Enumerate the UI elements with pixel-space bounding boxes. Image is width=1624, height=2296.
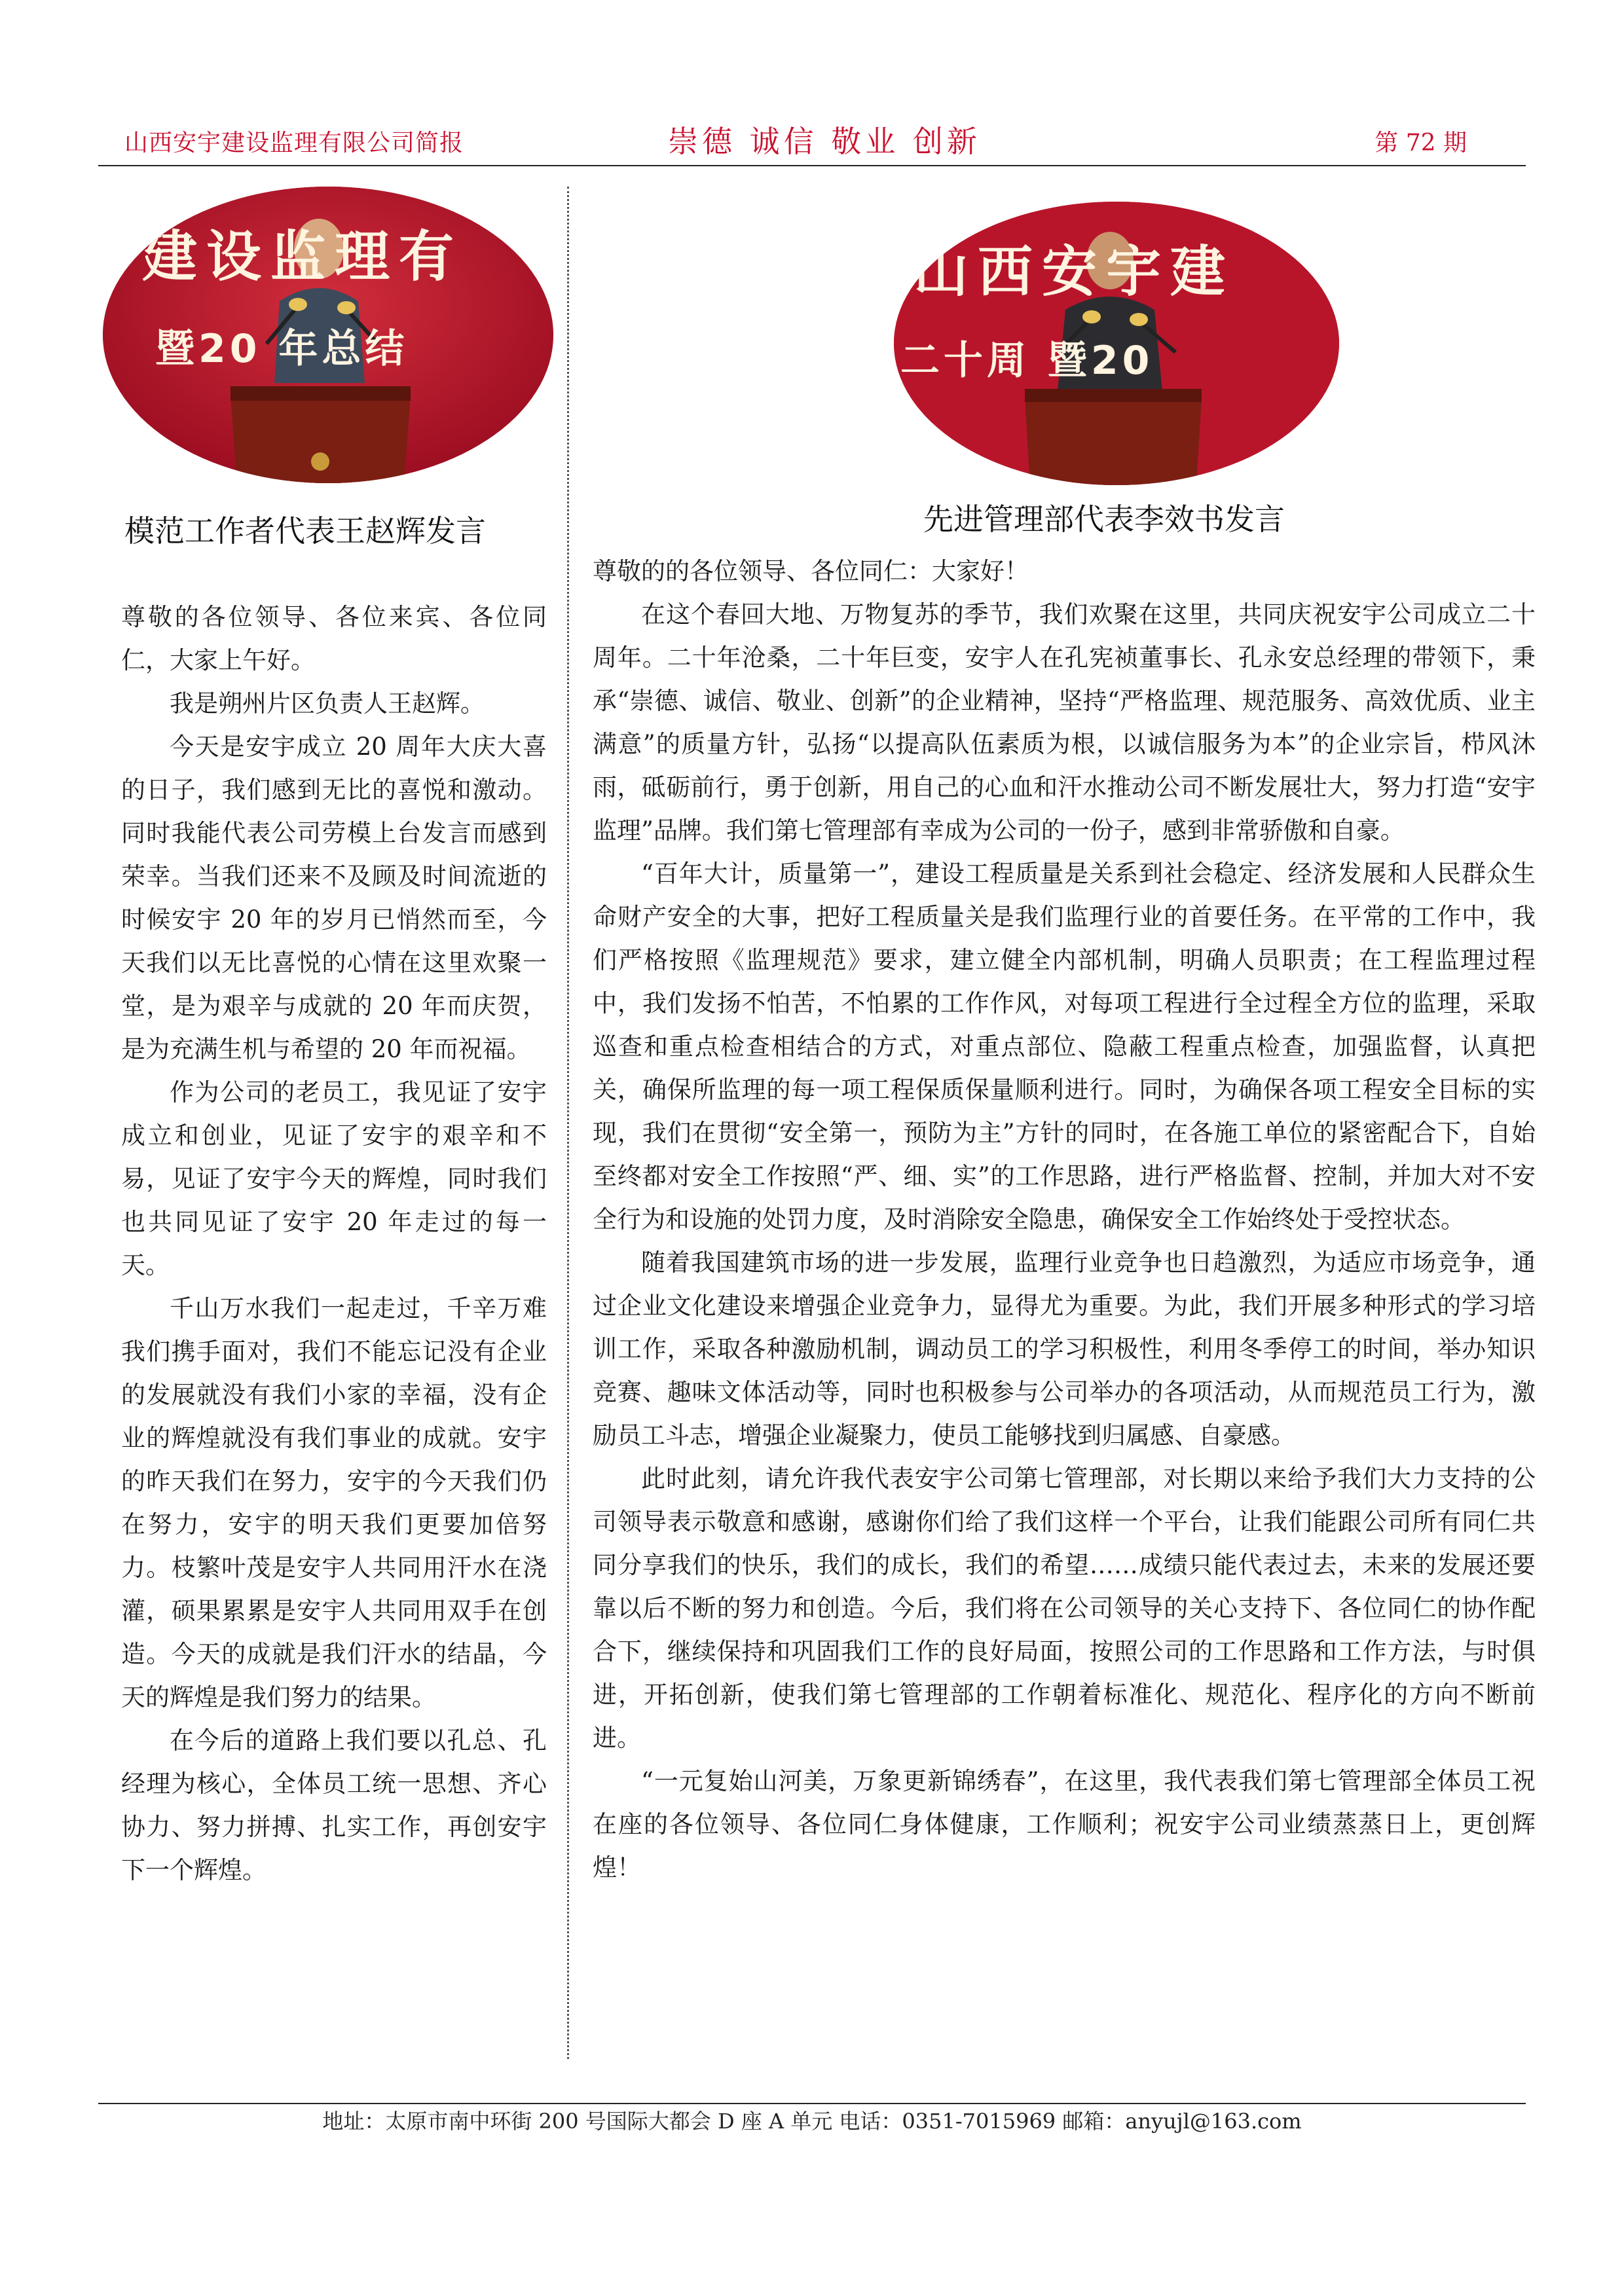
footer-contact: 地址：太原市南中环街 200 号国际大都会 D 座 A 单元 电话：0351-7015969 邮箱：anyujl@163.com [322, 2109, 1302, 2134]
left-paragraph: 千山万水我们一起走过，千辛万难我们携手面对，我们不能忘记没有企业的发展就没有我们小家的幸福，没有企业的辉煌就没有我们事业的成就。安宇的昨天我们在努力，安宇的今天我们仍在努力，安宇的明天我们更要加倍努力。枝繁叶茂是安宇人共同用汗水在浇灌，硕果累累是安宇人共同用双手在创造。今天的成就是我们汗水的结晶，今天的辉煌是我们努力的结果。 [121, 1294, 547, 1711]
left-paragraph: 我是朔州片区负责人王赵辉。 [170, 689, 485, 718]
right-article-title: 先进管理部代表李效书发言 [923, 501, 1285, 537]
left-article-title: 模范工作者代表王赵辉发言 [124, 513, 486, 549]
issue-number: 第 72 期 [1375, 130, 1467, 156]
left-article-body [121, 596, 547, 1892]
photo-banner-top-left: 建设监理有 [142, 225, 464, 289]
photo-banner-bottom-left: 暨20 年总结 [155, 326, 409, 372]
right-paragraph: 在这个春回大地、万物复苏的季节，我们欢聚在这里，共同庆祝安宇公司成立二十周年。二十年沧桑，二十年巨变，安宇人在孔宪祯董事长、孔永安总经理的带领下，秉承“崇德、诚信、敬业、创新”的企业精神，坚持“严格监理、规范服务、高效优质、业主满意”的质量方针，弘扬“以提高队伍素质为根，以诚信服务为本”的企业宗旨，栉风沐雨，砥砺前行，勇于创新，用自己的心血和汗水推动公司不断发展壮大，努力打造“安宇监理”品牌。我们第七管理部有幸成为公司的一份子，感到非常骄傲和自豪。 [593, 600, 1536, 845]
right-article-body [593, 550, 1536, 1889]
right-paragraph: “一元复始山河美，万象更新锦绣春”，在这里，我代表我们第七管理部全体员工祝在座的各位领导、各位同仁身体健康，工作顺利；祝安宇公司业绩蒸蒸日上，更创辉煌！ [593, 1767, 1536, 1882]
photo-banner-top-right: 山西安宇建 [913, 240, 1235, 304]
left-paragraph: 今天是安宇成立 20 周年大庆大喜的日子，我们感到无比的喜悦和激动。同时我能代表公司劳模上台发言而感到荣幸。当我们还来不及顾及时间流逝的时候安宇 20 年的岁月已悄然而至，今天我们以无比喜悦的心情在这里欢聚一堂，是为艰辛与成就的 20 年而庆贺，是为充满生机与希望的 20 年而祝福。 [121, 733, 547, 1063]
right-paragraph: 此时此刻，请允许我代表安宇公司第七管理部，对长期以来给予我们大力支持的公司领导表示敬意和感谢，感谢你们给了我们这样一个平台，让我们能跟公司所有同仁共同分享我们的快乐，我们的成长，我们的希望……成绩只能代表过去，未来的发展还要靠以后不断的努力和创造。今后，我们将在公司领导的关心支持下、各位同仁的协作配合下，继续保持和巩固我们工作的良好局面，按照公司的工作思路和工作方法，与时俱进，开拓创新，使我们第七管理部的工作朝着标准化、规范化、程序化的方向不断前进。 [593, 1465, 1536, 1752]
left-paragraph: 作为公司的老员工，我见证了安宇成立和创业，见证了安宇的艰辛和不易，见证了安宇今天的辉煌，同时我们也共同见证了安宇 20 年走过的每一天。 [121, 1078, 547, 1279]
company-name: 山西安宇建设监理有限公司简报 [124, 130, 464, 156]
speaker-photo-left [103, 187, 553, 483]
left-paragraph: 在今后的道路上我们要以孔总、孔经理为核心，全体员工统一思想、齐心协力、努力拼搏、扎实工作，再创安宇下一个辉煌。 [121, 1726, 547, 1884]
column-divider [567, 187, 569, 2059]
footer-rule [98, 2103, 1526, 2104]
right-paragraph: 尊敬的的各位领导、各位同仁：大家好！ [593, 557, 1029, 585]
photo-banner-bottom-right: 二十周 暨20 [900, 338, 1154, 384]
right-paragraph: “百年大计，质量第一”，建设工程质量是关系到社会稳定、经济发展和人民群众生命财产安全的大事，把好工程质量关是我们监理行业的首要任务。在平常的工作中，我们严格按照《监理规范》要求，建立健全内部机制，明确人员职责；在工程监理过程中，我们发扬不怕苦，不怕累的工作作风，对每项工程进行全过程全方位的监理，采取巡查和重点检查相结合的方式，对重点部位、隐蔽工程重点检查，加强监督，认真把关，确保所监理的每一项工程保质保量顺利进行。同时，为确保各项工程安全目标的实现，我们在贯彻“安全第一，预防为主”方针的同时，在各施工单位的紧密配合下，自始至终都对安全工作按照“严、细、实”的工作思路，进行严格监督、控制，并加大对不安全行为和设施的处罚力度，及时消除安全隐患，确保安全工作始终处于受控状态。 [593, 860, 1536, 1233]
left-paragraph: 尊敬的各位领导、各位来宾、各位同仁，大家上午好。 [121, 603, 547, 674]
newsletter-header [98, 111, 1526, 166]
speaker-photo-right [894, 202, 1339, 485]
company-motto: 崇德 诚信 敬业 创新 [668, 124, 981, 159]
right-paragraph: 随着我国建筑市场的进一步发展，监理行业竞争也日趋激烈，为适应市场竞争，通过企业文化建设来增强企业竞争力，显得尤为重要。为此，我们开展多种形式的学习培训工作，采取各种激励机制，调动员工的学习积极性，利用冬季停工的时间，举办知识竞赛、趣味文体活动等，同时也积极参与公司举办的各项活动，从而规范员工行为，激励员工斗志，增强企业凝聚力，使员工能够找到归属感、自豪感。 [593, 1248, 1536, 1449]
